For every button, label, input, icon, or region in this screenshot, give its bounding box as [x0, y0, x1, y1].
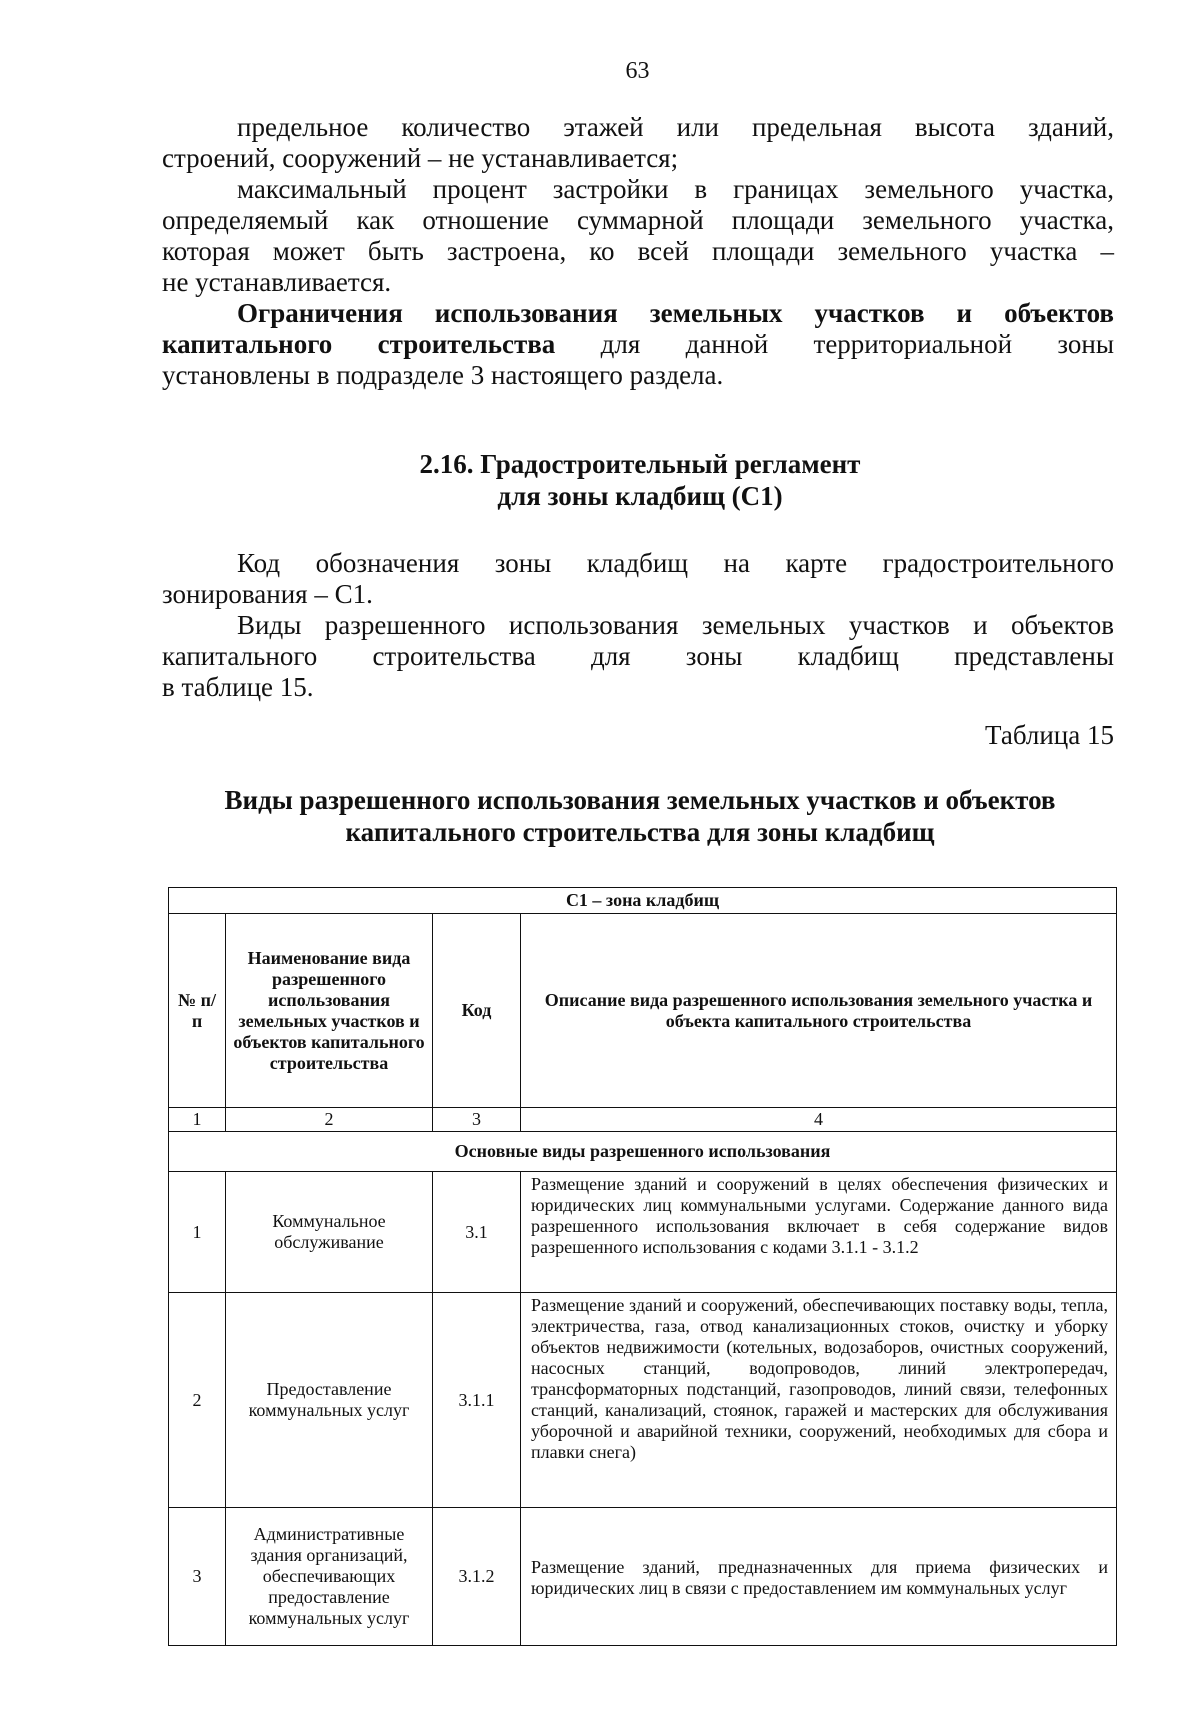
- row-code: 3.1.1: [433, 1293, 521, 1508]
- code-line-1: Код обозначения зоны кладбищ на карте градостроительного: [237, 548, 1114, 578]
- row-code: 3.1: [433, 1172, 521, 1293]
- column-number: 1: [169, 1108, 226, 1132]
- row-name: Административные здания организаций, обеспечивающих предоставление коммунальных услуг: [226, 1508, 433, 1646]
- code-line-2: зонирования – С1.: [162, 579, 373, 609]
- types-line-2: капитального строительства для зоны кладбищ представлены: [162, 641, 1114, 671]
- floors-line-2: строений, сооружений – не устанавливается;: [162, 143, 679, 173]
- restrictions-line-1: Ограничения использования земельных участков и объектов: [237, 298, 1114, 328]
- table-title-line-2: капитального строительства для зоны кладбищ: [345, 817, 935, 847]
- row-description: Размещение зданий и сооружений в целях обеспечения физических и юридических лиц коммунальными услугами. Содержание данного вида разрешенного использования включает в себя содержание видов разрешенного использования с кодами 3.1.1 - 3.1.2: [521, 1172, 1117, 1293]
- row-name: Коммунальное обслуживание: [226, 1172, 433, 1293]
- restrictions-bold-part: капитального строительства: [162, 329, 556, 359]
- restrictions-line-3: установлены в подразделе 3 настоящего раздела.: [162, 360, 724, 390]
- group-header: Основные виды разрешенного использования: [169, 1132, 1117, 1172]
- column-number: 3: [433, 1108, 521, 1132]
- coverage-line-1: максимальный процент застройки в границах земельного участка,: [237, 174, 1114, 204]
- regulation-paragraphs: [162, 112, 1114, 391]
- row-num: 3: [169, 1508, 226, 1646]
- row-num: 1: [169, 1172, 226, 1293]
- header-code: Код: [433, 914, 521, 1108]
- floors-line-1: предельное количество этажей или предельная высота зданий,: [237, 112, 1114, 142]
- page-number: 63: [625, 58, 650, 84]
- coverage-line-2: определяемый как отношение суммарной площади земельного участка,: [162, 205, 1114, 235]
- column-number: 2: [226, 1108, 433, 1132]
- table-row: [169, 1508, 1117, 1646]
- restrictions-regular-part: для данной территориальной зоны: [600, 329, 1114, 359]
- coverage-line-3: которая может быть застроена, ко всей площади земельного участка –: [162, 236, 1114, 266]
- header-description: Описание вида разрешенного использования земельного участка и объекта капитального строительства: [521, 914, 1117, 1108]
- types-line-1: Виды разрешенного использования земельных участков и объектов: [237, 610, 1114, 640]
- coverage-line-4: не устанавливается.: [162, 267, 392, 297]
- table-row: [169, 1293, 1117, 1508]
- section-title-line-2: для зоны кладбищ (С1): [497, 481, 783, 511]
- section-title: [0, 448, 1200, 512]
- header-num: № п/п: [169, 914, 226, 1108]
- table-row: [169, 1172, 1117, 1293]
- permitted-use-table: [168, 887, 1117, 1646]
- column-number: 4: [521, 1108, 1117, 1132]
- table-caption: Таблица 15: [985, 720, 1114, 750]
- header-name: Наименование вида разрешенного использования земельных участков и объектов капитального строительства: [226, 914, 433, 1108]
- table-title-line-1: Виды разрешенного использования земельных участков и объектов: [224, 785, 1056, 815]
- table-title: [120, 784, 1160, 848]
- restrictions-line-2: [162, 329, 1114, 360]
- section-title-line-1: 2.16. Градостроительный регламент: [419, 449, 861, 479]
- intro-paragraphs: [162, 548, 1114, 703]
- row-description: Размещение зданий, предназначенных для приема физических и юридических лиц в связи с предоставлением им коммунальных услуг: [521, 1508, 1117, 1646]
- types-line-3: в таблице 15.: [162, 672, 314, 702]
- zone-header: С1 – зона кладбищ: [169, 888, 1117, 914]
- row-code: 3.1.2: [433, 1508, 521, 1646]
- row-num: 2: [169, 1293, 226, 1508]
- row-description: Размещение зданий и сооружений, обеспечивающих поставку воды, тепла, электричества, газа, отвод канализационных стоков, очистку и уборку объектов недвижимости (котельных, водозаборов, очистных сооружений, насосных станций, водопроводов, линий электропередач, трансформаторных подстанций, газопроводов, линий связи, телефонных станций, канализаций, стоянок, гаражей и мастерских для обслуживания уборочной и аварийной техники, сооружений, необходимых для сбора и плавки снега): [521, 1293, 1117, 1508]
- column-number-row: [169, 1108, 1117, 1132]
- row-name: Предоставление коммунальных услуг: [226, 1293, 433, 1508]
